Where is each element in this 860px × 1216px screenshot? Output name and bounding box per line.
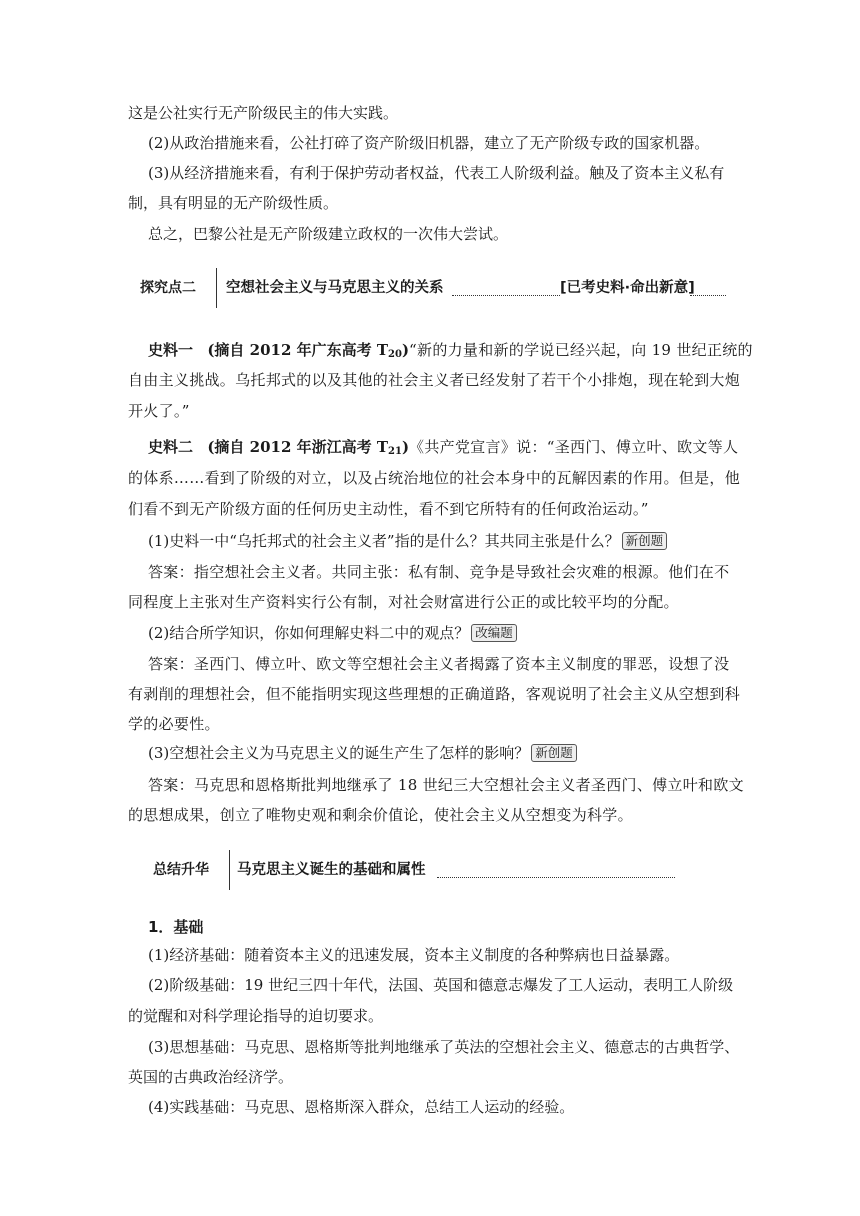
section-label: 探究点二 bbox=[140, 280, 196, 296]
list-item: 的觉醒和对科学理论指导的迫切要求。 bbox=[128, 1007, 384, 1025]
material-source: (摘自 2012 年浙江高考 $T_{21}$) bbox=[207, 438, 410, 457]
material-line: 们看不到无产阶级方面的任何历史主动性，看不到它所特有的任何政治运动。” bbox=[128, 500, 649, 518]
dotted-leader bbox=[690, 295, 726, 296]
material-line: 的体系……看到了阶级的对立，以及占统治地位的社会本身中的瓦解因素的作用。但是，他 bbox=[128, 469, 741, 487]
answer-line: 学的必要性。 bbox=[128, 715, 220, 733]
answer-line: 答案：指空想社会主义者。共同主张：私有制、竞争是导致社会灾难的根源。他们在不 bbox=[148, 563, 730, 581]
section-title: 空想社会主义与马克思主义的关系 bbox=[226, 280, 444, 296]
answer-line: 的思想成果，创立了唯物史观和剩余价值论，使社会主义从空想变为科学。 bbox=[128, 806, 633, 824]
question-text: (3)空想社会主义为马克思主义的诞生产生了怎样的影响？ bbox=[148, 744, 530, 762]
section-tag: [已考史料·命出新意] bbox=[560, 280, 695, 296]
question-line bbox=[148, 623, 517, 643]
material-line bbox=[148, 437, 738, 457]
question-type-badge: 新创题 bbox=[531, 744, 577, 762]
answer-line: 有剥削的理想社会，但不能指明实现这些理想的正确道路，客观说明了社会主义从空想到科 bbox=[128, 685, 741, 703]
question-line bbox=[148, 743, 577, 763]
list-item: (4)实践基础：马克思、恩格斯深入群众，总结工人运动的经验。 bbox=[148, 1098, 575, 1116]
material-label: 史料一 bbox=[148, 341, 194, 359]
section-divider bbox=[229, 850, 230, 890]
question-text: (1)史料一中“乌托邦式的社会主义者”指的是什么？其共同主张是什么？ bbox=[148, 532, 620, 550]
answer-line: 同程度上主张对生产资料实行公有制，对社会财富进行公正的或比较平均的分配。 bbox=[128, 593, 679, 611]
material-text: 《共产党宣言》说：“圣西门、傅立叶、欧文等人 bbox=[409, 438, 739, 456]
paragraph-line: (2)从政治措施来看，公社打碎了资产阶级旧机器，建立了无产阶级专政的国家机器。 bbox=[148, 134, 710, 152]
paragraph-line: (3)从经济措施来看，有利于保护劳动者权益，代表工人阶级利益。触及了资本主义私有 bbox=[148, 164, 725, 182]
question-type-badge: 改编题 bbox=[471, 624, 517, 642]
section-divider bbox=[216, 268, 217, 308]
list-item: (1)经济基础：随着资本主义的迅速发展，资本主义制度的各种弊病也日益暴露。 bbox=[148, 946, 680, 964]
section-header bbox=[140, 268, 740, 308]
question-line bbox=[148, 531, 667, 551]
list-item: (3)思想基础：马克思、恩格斯等批判地继承了英法的空想社会主义、德意志的古典哲学、 bbox=[148, 1038, 740, 1056]
list-heading: 1．基础 bbox=[148, 918, 204, 936]
question-text: (2)结合所学知识，你如何理解史料二中的观点？ bbox=[148, 624, 470, 642]
material-line bbox=[148, 340, 753, 360]
question-type-badge: 新创题 bbox=[622, 532, 668, 550]
answer-line: 答案：圣西门、傅立叶、欧文等空想社会主义者揭露了资本主义制度的罪恶，设想了没 bbox=[148, 655, 730, 673]
material-label: 史料二 bbox=[148, 438, 194, 456]
material-source: (摘自 2012 年广东高考 $T_{20}$) bbox=[207, 341, 410, 360]
dotted-leader bbox=[437, 877, 675, 878]
material-text: “新的力量和新的学说已经兴起，向 19 世纪正统的 bbox=[409, 341, 753, 359]
list-item: (2)阶级基础：19 世纪三四十年代，法国、英国和德意志爆发了工人运动，表明工人阶级 bbox=[148, 976, 734, 994]
section-title: 马克思主义诞生的基础和属性 bbox=[237, 862, 426, 878]
section-header bbox=[153, 850, 753, 890]
answer-line: 答案：马克思和恩格斯批判地继承了 18 世纪三大空想社会主义者圣西门、傅立叶和欧文 bbox=[148, 776, 744, 794]
paragraph-line: 制，具有明显的无产阶级性质。 bbox=[128, 194, 339, 212]
dotted-leader bbox=[452, 295, 560, 296]
list-item: 英国的古典政治经济学。 bbox=[128, 1068, 294, 1086]
section-label: 总结升华 bbox=[153, 862, 209, 878]
material-line: 自由主义挑战。乌托邦式的以及其他的社会主义者已经发射了若干个小排炮，现在轮到大炮 bbox=[128, 371, 741, 389]
paragraph-line: 总之，巴黎公社是无产阶级建立政权的一次伟大尝试。 bbox=[148, 225, 509, 243]
paragraph-line: 这是公社实行无产阶级民主的伟大实践。 bbox=[128, 104, 399, 122]
material-line: 开火了。” bbox=[128, 402, 190, 420]
